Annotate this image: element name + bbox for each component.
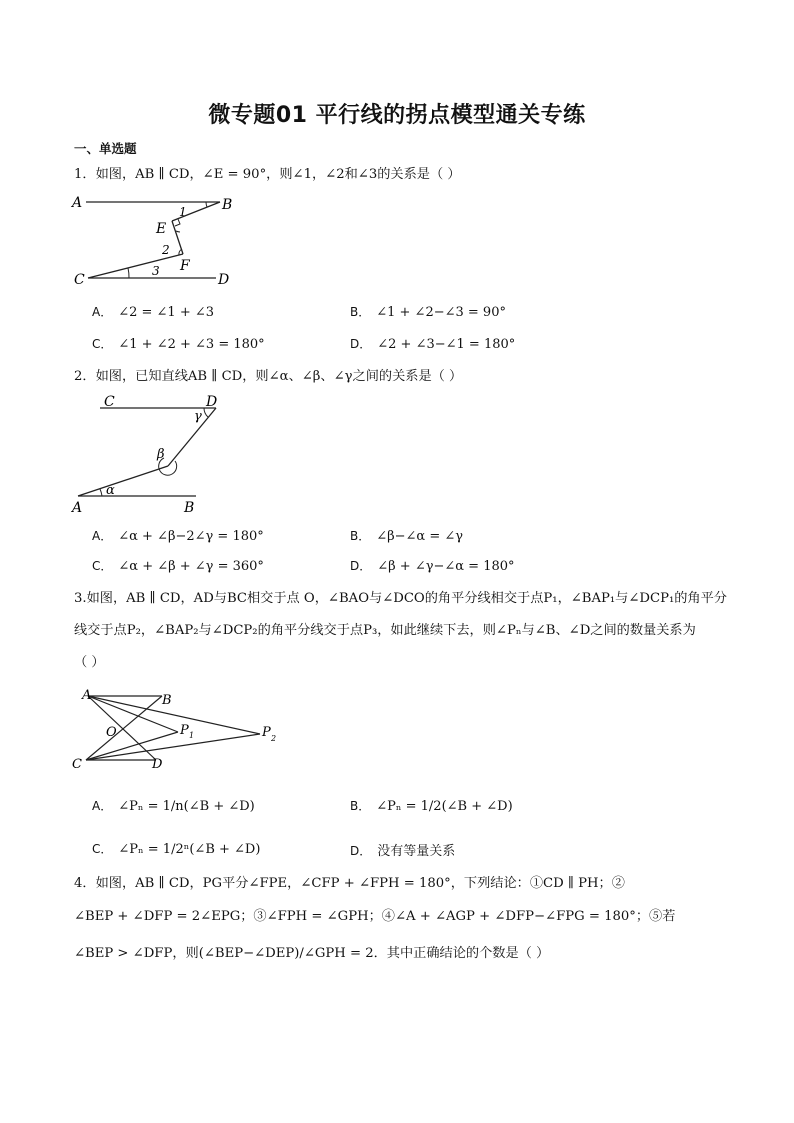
fig1-label-a: A	[72, 195, 83, 211]
q1-option-b[interactable]: B． ∠1 + ∠2−∠3 = 90°	[350, 305, 506, 320]
fig2-angle-gamma: γ	[194, 409, 202, 424]
fig2-label-d: D	[206, 394, 218, 410]
fig1-angle-3: 3	[152, 264, 160, 278]
fig2-angle-alpha: α	[106, 483, 115, 498]
fig1-angle-2: 2	[162, 243, 170, 257]
fig3-label-d: D	[152, 757, 163, 772]
q1-option-d[interactable]: D． ∠2 + ∠3−∠1 = 180°	[350, 337, 516, 352]
q2-option-a[interactable]: A． ∠α + ∠β−2∠γ = 180°	[92, 529, 264, 544]
fig2-label-b: B	[184, 500, 195, 516]
fig3-label-o: O	[106, 725, 117, 740]
q2-option-d[interactable]: D． ∠β + ∠γ−∠α = 180°	[350, 559, 515, 574]
question-4-stem-line-1: 4．如图，AB ∥ CD，PG平分∠FPE，∠CFP + ∠FPH = 180°，下列结论：①CD ∥ PH；②	[74, 876, 625, 891]
page-title: 微专题01 平行线的拐点模型通关专练	[208, 103, 586, 128]
fig1-label-c: C	[74, 272, 85, 288]
fig3-label-p2-sub: 2	[271, 734, 277, 743]
q3-option-b[interactable]: B． ∠Pₙ = 1/2(∠B + ∠D)	[350, 799, 513, 814]
figure-1	[68, 190, 248, 290]
question-3-stem-line-2: 线交于点P₂，∠BAP₂与∠DCP₂的角平分线交于点P₃，如此继续下去，则∠Pₙ与∠B、∠D之间的数量关系为	[74, 623, 696, 638]
fig1-label-f: F	[180, 258, 190, 274]
q3-option-d[interactable]: D． 没有等量关系	[350, 844, 456, 859]
fig3-label-a: A	[82, 688, 92, 703]
question-3-stem-line-3: （ ）	[74, 655, 105, 670]
fig1-angle-1: 1	[179, 205, 187, 219]
figure-3	[68, 684, 288, 776]
q2-option-c[interactable]: C． ∠α + ∠β + ∠γ = 360°	[92, 559, 264, 574]
fig3-label-b: B	[162, 693, 172, 708]
q1-option-a[interactable]: A． ∠2 = ∠1 + ∠3	[92, 305, 215, 320]
fig3-label-p1-sub: 1	[189, 731, 195, 740]
question-1-stem: 1．如图，AB ∥ CD，∠E = 90°，则∠1，∠2和∠3的关系是（ ）	[74, 167, 461, 182]
question-4-stem-line-3: ∠BEP > ∠DFP，则(∠BEP−∠DEP)/∠GPH = 2．其中正确结论的个数是（ ）	[74, 946, 550, 961]
fig2-angle-beta: β	[157, 447, 165, 462]
figure-2	[68, 390, 238, 518]
question-4-stem-line-2: ∠BEP + ∠DFP = 2∠EPG；③∠FPH = ∠GPH；④∠A + ∠AGP + ∠DFP−∠FPG = 180°；⑤若	[74, 909, 676, 924]
q3-option-c[interactable]: C． ∠Pₙ = 1/2ⁿ(∠B + ∠D)	[92, 842, 261, 857]
fig2-label-a: A	[72, 500, 83, 516]
fig1-label-b: B	[222, 197, 233, 213]
fig3-label-p2: P	[262, 725, 271, 740]
fig2-label-c: C	[104, 394, 115, 410]
q3-option-a[interactable]: A． ∠Pₙ = 1/n(∠B + ∠D)	[92, 799, 255, 814]
fig3-label-p1: P	[180, 723, 189, 738]
question-3-stem-line-1: 3.如图，AB ∥ CD，AD与BC相交于点 O，∠BAO与∠DCO的角平分线相交于点P₁，∠BAP₁与∠DCP₁的角平分	[74, 591, 727, 606]
fig1-label-e: E	[156, 221, 167, 237]
q2-option-b[interactable]: B． ∠β−∠α = ∠γ	[350, 529, 464, 544]
fig1-label-d: D	[218, 272, 230, 288]
fig3-label-c: C	[72, 757, 82, 772]
section-heading: 一、单选题	[74, 141, 137, 156]
question-2-stem: 2．如图，已知直线AB ∥ CD，则∠α、∠β、∠γ之间的关系是（ ）	[74, 369, 463, 384]
q1-option-c[interactable]: C． ∠1 + ∠2 + ∠3 = 180°	[92, 337, 265, 352]
